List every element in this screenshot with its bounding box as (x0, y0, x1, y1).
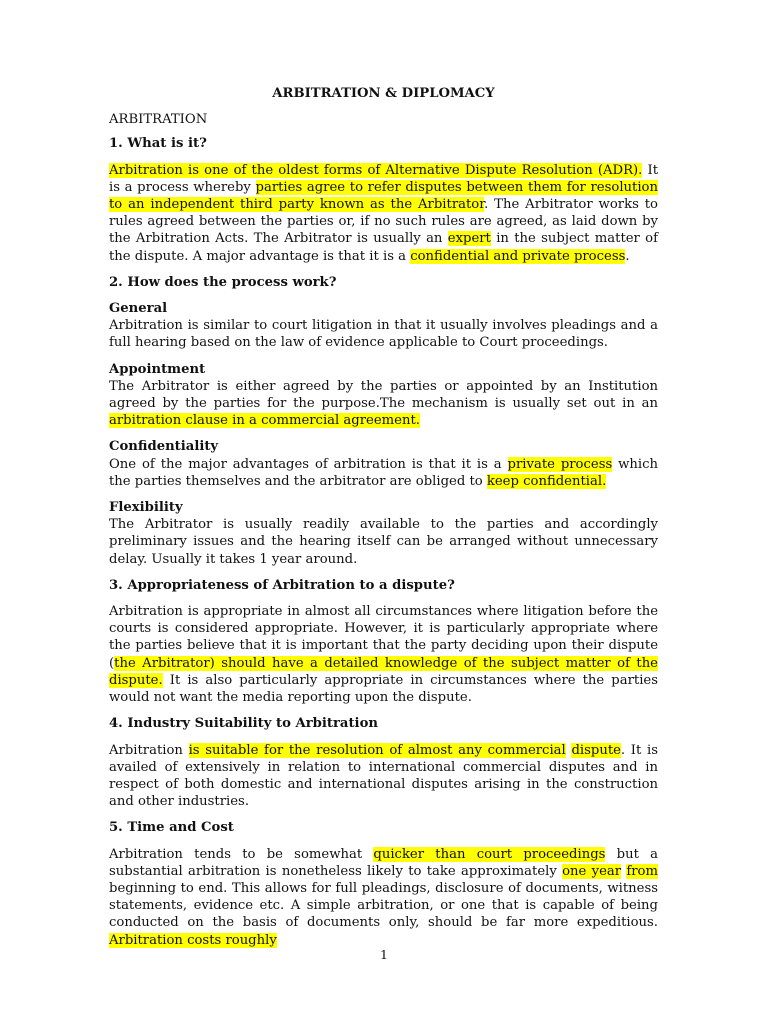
text-run: in the subject matter of the dispute. A major advantage is that it is a (109, 231, 659, 264)
text-run: The Arbitrator is either agreed by the parties or appointed by an Institution agreed by the parties for the purpose.The mechanism is usually set out in an (109, 378, 658, 412)
paragraph (109, 603, 658, 706)
subsection-heading: General (109, 301, 168, 317)
highlighted-text: dispute (571, 742, 621, 758)
highlighted-text: keep confidential. (486, 473, 607, 489)
document-title: ARBITRATION & DIPLOMACY (272, 86, 495, 101)
highlighted-text: dispute. (109, 672, 163, 688)
text-run: beginning to end. This allows for full pleadings, disclosure of documents, witness statements, evidence etc. A simple arbitration, or one that is capable of being conducted on the basis of documents only, should be far more expeditious. (109, 880, 658, 931)
paragraph (109, 742, 658, 811)
paragraph (109, 516, 658, 568)
highlighted-text: is suitable for the resolution of almost any commercial (188, 742, 566, 758)
paragraph (109, 456, 658, 490)
text-run: Arbitration tends to be somewhat (109, 846, 374, 862)
text-run: Arbitration is similar to court litigation in that it usually involves pleadings and a full hearing based on the law of evidence applicable to Court proceedings. (109, 318, 658, 351)
subsection-heading: Appointment (109, 361, 206, 377)
section-heading: 4. Industry Suitability to Arbitration (109, 716, 378, 732)
highlighted-text: quicker than court proceedings (373, 846, 606, 862)
paragraph (109, 317, 658, 351)
highlighted-text: Arbitration costs roughly (109, 932, 277, 948)
text-run: Arbitration (109, 742, 189, 758)
highlighted-text: Arbitration is one of the oldest forms of Alternative Dispute Resolution (ADR). (109, 162, 643, 178)
text-run: which the parties themselves and the arbitrator are obliged to (109, 456, 659, 489)
subsection-heading: Flexibility (109, 500, 183, 516)
section-heading: 1. What is it? (109, 136, 207, 152)
text-run: It is also particularly appropriate in circumstances where the parties would not want the media reporting upon the dispute. (109, 672, 658, 706)
paragraph (109, 378, 658, 430)
highlighted-text: arbitration clause in a commercial agreement. (109, 413, 420, 429)
text-run: . (625, 248, 630, 264)
highlighted-text: private process (507, 456, 613, 472)
highlighted-text: confidential and private process (410, 248, 626, 264)
section-heading: 2. How does the process work? (109, 274, 337, 290)
highlighted-text: one year (562, 863, 622, 879)
text-run: It is a process whereby (109, 162, 659, 195)
highlighted-text: parties agree to refer disputes between them for resolution to an independent third party known as the Arbitrator (109, 179, 658, 213)
document-body (109, 85, 658, 958)
subsection-heading: Confidentiality (109, 439, 219, 455)
section-label: ARBITRATION (109, 112, 208, 128)
highlighted-text: expert (447, 231, 491, 247)
section-heading: 5. Time and Cost (109, 820, 234, 836)
text-run: . The Arbitrator works to rules agreed between the parties or, if no such rules are agreed, as laid down by the Arbitration Acts. The Arbitrator is usually an (109, 197, 658, 247)
text-run: One of the major advantages of arbitration is that it is a (109, 456, 508, 472)
highlighted-text: from (626, 863, 658, 879)
page-number: 1 (380, 947, 388, 962)
text-run: . It is availed of extensively in relation to international commercial disputes and in respect of both domestic and international disputes arising in the construction and other industries. (109, 742, 658, 810)
highlighted-text: the Arbitrator) should have a detailed knowledge of the subject matter of the (114, 655, 658, 671)
text-run: Arbitration is appropriate in almost all circumstances where litigation before the courts is considered appropriate. However, it is particularly appropriate where the parties believe that it is important that the party deciding upon their dispute ( (109, 604, 658, 671)
text-run: The Arbitrator is usually readily available to the parties and accordingly preliminary issues and the hearing itself can be arranged without unnecessary delay. Usually it takes 1 year around. (109, 517, 658, 567)
section-heading: 3. Appropriateness of Arbitration to a dispute? (109, 577, 455, 593)
text-run: but a substantial arbitration is nonetheless likely to take approximately (109, 846, 658, 879)
paragraph (109, 162, 658, 265)
paragraph (109, 846, 658, 949)
